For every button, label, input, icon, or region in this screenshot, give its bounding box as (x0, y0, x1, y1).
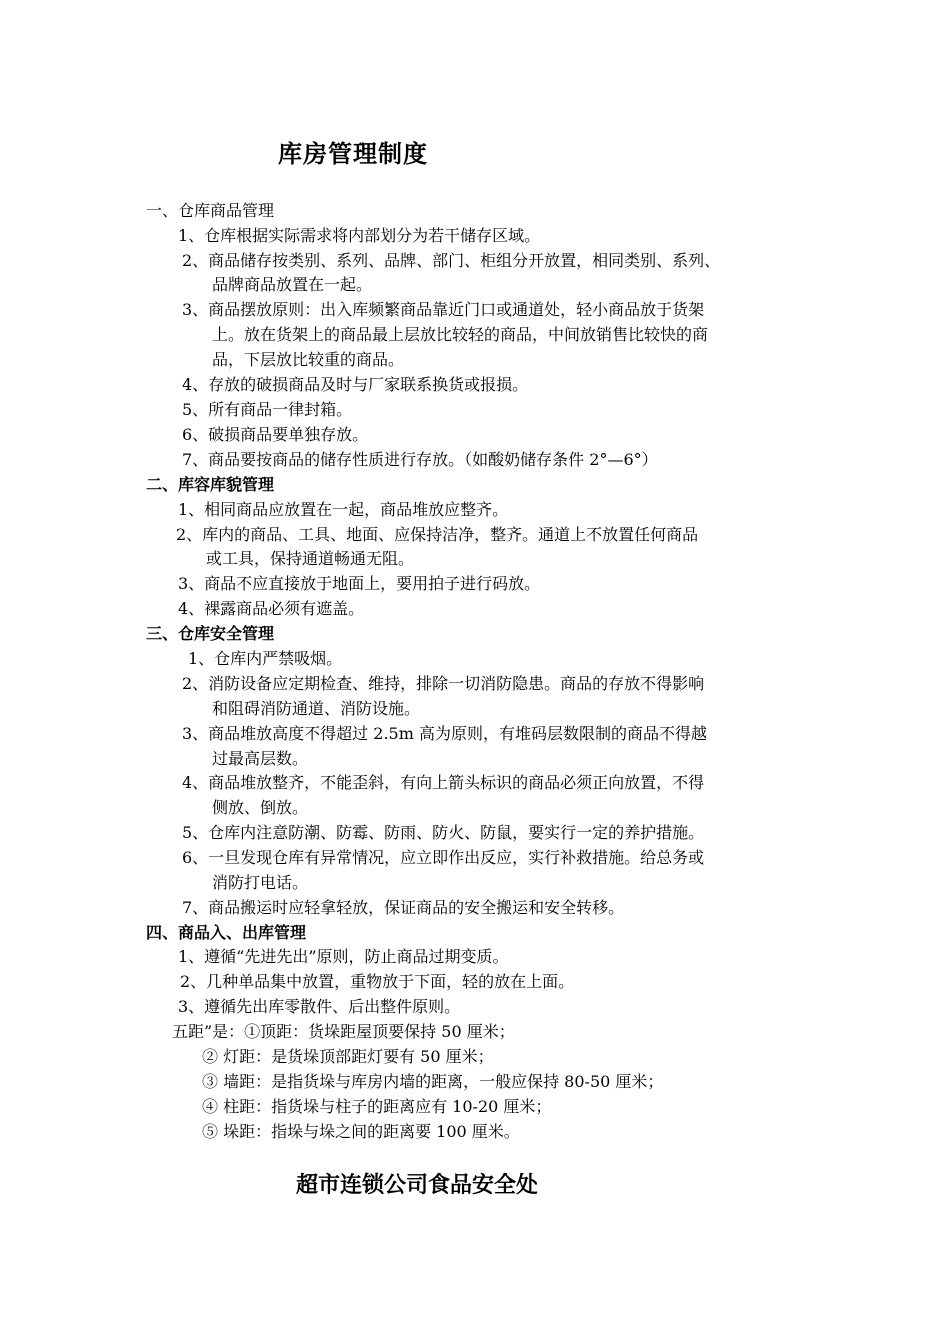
section-3-line-9: 6、一旦发现仓库有异常情况，应立即作出反应，实行补救措施。给总务或 (182, 848, 705, 867)
section-1-line-3: 品牌商品放置在一起。 (212, 275, 373, 294)
section-1-line-9: 6、破损商品要单独存放。 (182, 425, 369, 444)
section-3-line-10: 消防打电话。 (212, 873, 309, 892)
section-3-line-2: 2、消防设备应定期检查、维持，排除一切消防隐患。商品的存放不得影响 (182, 674, 705, 693)
section-1-line-5: 上。放在货架上的商品最上层放比较轻的商品，中间放销售比较快的商 (212, 325, 709, 344)
section-2-line-4: 3、商品不应直接放于地面上，要用拍子进行码放。 (178, 574, 541, 593)
section-4-line-5: ② 灯距：是货垛顶部距灯要有 50 厘米； (202, 1047, 494, 1066)
section-3-line-8: 5、仓库内注意防潮、防霉、防雨、防火、防鼠，要实行一定的养护措施。 (182, 823, 705, 842)
section-4-line-8: ⑤ 垛距：指垛与垛之间的距离要 100 厘米。 (202, 1122, 520, 1141)
section-1-line-7: 4、存放的破损商品及时与厂家联系换货或报损。 (182, 375, 529, 394)
document-title: 库房管理制度 (278, 140, 428, 168)
section-heading-4: 四、商品入、出库管理 (146, 923, 307, 942)
section-3-line-4: 3、商品堆放高度不得超过 2.5m 高为原则，有堆码层数限制的商品不得越 (182, 724, 707, 743)
section-3-line-7: 侧放、倒放。 (212, 798, 309, 817)
section-4-line-7: ④ 柱距：指货垛与柱子的距离应有 10-20 厘米； (202, 1097, 552, 1116)
section-4-line-3: 3、遵循先出库零散件、后出整件原则。 (178, 997, 461, 1016)
section-2-line-2: 2、库内的商品、工具、地面、应保持洁净，整齐。通道上不放置任何商品 (176, 525, 699, 544)
section-3-line-3: 和阻碍消防通道、消防设施。 (212, 699, 421, 718)
section-4-line-6: ③ 墙距：是指货垛与库房内墙的距离，一般应保持 80-50 厘米； (202, 1072, 664, 1091)
section-1-line-1: 1、仓库根据实际需求将内部划分为若干储存区域。 (178, 226, 541, 245)
section-heading-2: 二、库容库貌管理 (146, 475, 275, 494)
section-2-line-1: 1、相同商品应放置在一起，商品堆放应整齐。 (178, 500, 509, 519)
section-4-line-2: 2、几种单品集中放置，重物放于下面，轻的放在上面。 (180, 972, 575, 991)
section-4-line-1: 1、遵循“先进先出”原则，防止商品过期变质。 (178, 947, 509, 966)
section-3-line-11: 7、商品搬运时应轻拿轻放，保证商品的安全搬运和安全转移。 (182, 898, 625, 917)
issuer-footer: 超市连锁公司食品安全处 (296, 1173, 539, 1198)
section-3-line-1: 1、仓库内严禁吸烟。 (188, 649, 343, 668)
section-4-line-4: 五距”是：①顶距：货垛距屋顶要保持 50 厘米； (172, 1022, 515, 1041)
section-3-line-5: 过最高层数。 (212, 749, 309, 768)
section-2-line-5: 4、裸露商品必须有遮盖。 (178, 599, 365, 618)
section-3-line-6: 4、商品堆放整齐，不能歪斜，有向上箭头标识的商品必须正向放置，不得 (182, 773, 705, 792)
section-heading-1: 一、仓库商品管理 (146, 201, 275, 220)
section-1-line-2: 2、商品储存按类别、系列、品牌、部门、柜组分开放置，相同类别、系列、 (182, 251, 721, 270)
section-1-line-4: 3、商品摆放原则：出入库频繁商品靠近门口或通道处，轻小商品放于货架 (182, 300, 705, 319)
section-heading-3: 三、仓库安全管理 (146, 624, 275, 643)
section-2-line-3: 或工具，保持通道畅通无阻。 (206, 549, 415, 568)
section-1-line-10: 7、商品要按商品的储存性质进行存放。（如酸奶储存条件 2°—6°） (182, 450, 658, 469)
section-1-line-8: 5、所有商品一律封箱。 (182, 400, 353, 419)
section-1-line-6: 品，下层放比较重的商品。 (212, 350, 405, 369)
